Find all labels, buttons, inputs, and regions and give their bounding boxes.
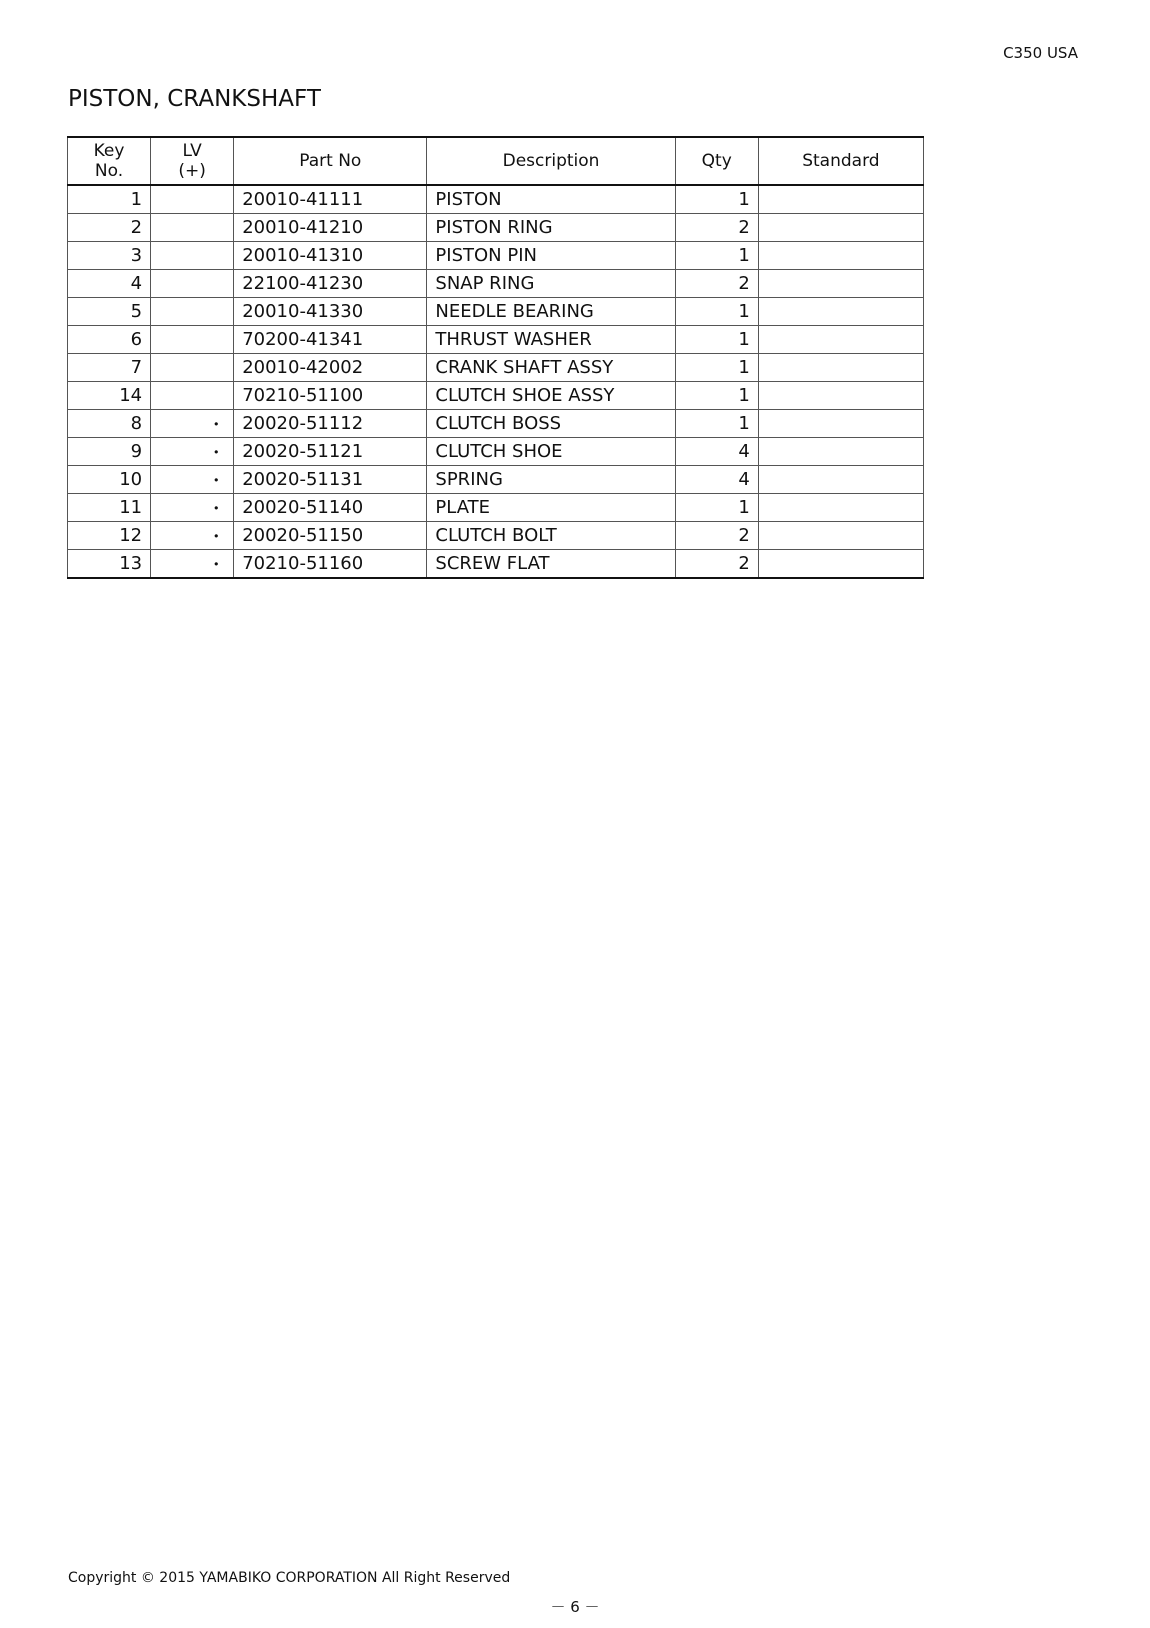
cell-standard — [758, 382, 923, 410]
cell-description: CLUTCH BOLT — [427, 522, 675, 550]
table-row — [68, 214, 924, 242]
table-row — [68, 494, 924, 522]
cell-description: CRANK SHAFT ASSY — [427, 354, 675, 382]
cell-lv: ・ — [151, 410, 234, 438]
cell-part-no: 20020-51131 — [234, 466, 427, 494]
table-row — [68, 466, 924, 494]
cell-part-no: 20010-41210 — [234, 214, 427, 242]
cell-lv: ・ — [151, 466, 234, 494]
cell-part-no: 20020-51121 — [234, 438, 427, 466]
cell-standard — [758, 550, 923, 579]
cell-qty: 1 — [675, 410, 758, 438]
cell-qty: 4 — [675, 466, 758, 494]
model-label: C350 USA — [1003, 44, 1078, 62]
parts-table-body — [68, 185, 924, 578]
cell-part-no: 70200-41341 — [234, 326, 427, 354]
cell-standard — [758, 494, 923, 522]
cell-part-no: 70210-51160 — [234, 550, 427, 579]
table-row — [68, 438, 924, 466]
cell-description: PISTON RING — [427, 214, 675, 242]
cell-key-no: 12 — [68, 522, 151, 550]
cell-lv: ・ — [151, 494, 234, 522]
cell-standard — [758, 438, 923, 466]
cell-key-no: 8 — [68, 410, 151, 438]
cell-qty: 4 — [675, 438, 758, 466]
table-row — [68, 522, 924, 550]
cell-standard — [758, 270, 923, 298]
cell-qty: 1 — [675, 326, 758, 354]
cell-key-no: 11 — [68, 494, 151, 522]
cell-qty: 1 — [675, 242, 758, 270]
cell-qty: 1 — [675, 494, 758, 522]
cell-standard — [758, 242, 923, 270]
column-header-lv-line2: (+) — [178, 161, 206, 181]
copyright-notice: Copyright © 2015 YAMABIKO CORPORATION All Right Reserved — [68, 1570, 511, 1586]
table-row — [68, 270, 924, 298]
cell-standard — [758, 410, 923, 438]
cell-qty: 1 — [675, 382, 758, 410]
cell-description: CLUTCH SHOE — [427, 438, 675, 466]
cell-key-no: 10 — [68, 466, 151, 494]
cell-description: PISTON — [427, 185, 675, 214]
page-number: － 6 － — [550, 1598, 600, 1616]
cell-description: PLATE — [427, 494, 675, 522]
table-row — [68, 550, 924, 579]
cell-part-no: 22100-41230 — [234, 270, 427, 298]
cell-key-no: 13 — [68, 550, 151, 579]
column-header-qty: Qty — [675, 137, 758, 185]
cell-standard — [758, 326, 923, 354]
cell-key-no: 1 — [68, 185, 151, 214]
cell-description: CLUTCH SHOE ASSY — [427, 382, 675, 410]
cell-key-no: 14 — [68, 382, 151, 410]
cell-description: NEEDLE BEARING — [427, 298, 675, 326]
cell-part-no: 20020-51150 — [234, 522, 427, 550]
column-header-part-no: Part No — [234, 137, 427, 185]
cell-qty: 1 — [675, 298, 758, 326]
cell-key-no: 9 — [68, 438, 151, 466]
cell-qty: 2 — [675, 522, 758, 550]
table-row — [68, 410, 924, 438]
cell-lv — [151, 298, 234, 326]
cell-qty: 1 — [675, 185, 758, 214]
cell-standard — [758, 522, 923, 550]
cell-standard — [758, 185, 923, 214]
table-row — [68, 354, 924, 382]
cell-description: THRUST WASHER — [427, 326, 675, 354]
cell-lv — [151, 185, 234, 214]
column-header-key-line1: Key — [93, 141, 125, 161]
cell-part-no: 20020-51140 — [234, 494, 427, 522]
cell-key-no: 7 — [68, 354, 151, 382]
cell-part-no: 20010-41330 — [234, 298, 427, 326]
cell-key-no: 4 — [68, 270, 151, 298]
column-header-lv-line1: LV — [182, 141, 202, 161]
cell-lv: ・ — [151, 438, 234, 466]
cell-lv: ・ — [151, 522, 234, 550]
cell-lv — [151, 382, 234, 410]
table-row — [68, 185, 924, 214]
header-row — [68, 137, 924, 185]
column-header-key-line2: No. — [94, 161, 124, 181]
cell-part-no: 20020-51112 — [234, 410, 427, 438]
cell-key-no: 3 — [68, 242, 151, 270]
cell-description: CLUTCH BOSS — [427, 410, 675, 438]
cell-qty: 2 — [675, 270, 758, 298]
cell-standard — [758, 214, 923, 242]
page-title: PISTON, CRANKSHAFT — [68, 86, 321, 112]
column-header-lv — [151, 137, 234, 185]
cell-lv — [151, 354, 234, 382]
column-header-description: Description — [427, 137, 675, 185]
cell-description: SCREW FLAT — [427, 550, 675, 579]
cell-part-no: 20010-41111 — [234, 185, 427, 214]
cell-description: SPRING — [427, 466, 675, 494]
cell-lv: ・ — [151, 550, 234, 579]
cell-qty: 1 — [675, 354, 758, 382]
cell-description: SNAP RING — [427, 270, 675, 298]
parts-table — [67, 136, 924, 579]
cell-lv — [151, 270, 234, 298]
cell-qty: 2 — [675, 550, 758, 579]
column-header-standard: Standard — [758, 137, 923, 185]
cell-qty: 2 — [675, 214, 758, 242]
cell-standard — [758, 354, 923, 382]
table-row — [68, 382, 924, 410]
table-row — [68, 326, 924, 354]
cell-part-no: 20010-41310 — [234, 242, 427, 270]
cell-standard — [758, 466, 923, 494]
cell-standard — [758, 298, 923, 326]
cell-key-no: 5 — [68, 298, 151, 326]
parts-table-header — [68, 137, 924, 185]
column-header-key-no — [68, 137, 151, 185]
table-row — [68, 298, 924, 326]
table-row — [68, 242, 924, 270]
cell-lv — [151, 326, 234, 354]
cell-part-no: 20010-42002 — [234, 354, 427, 382]
cell-key-no: 2 — [68, 214, 151, 242]
cell-description: PISTON PIN — [427, 242, 675, 270]
cell-part-no: 70210-51100 — [234, 382, 427, 410]
cell-key-no: 6 — [68, 326, 151, 354]
cell-lv — [151, 214, 234, 242]
cell-lv — [151, 242, 234, 270]
